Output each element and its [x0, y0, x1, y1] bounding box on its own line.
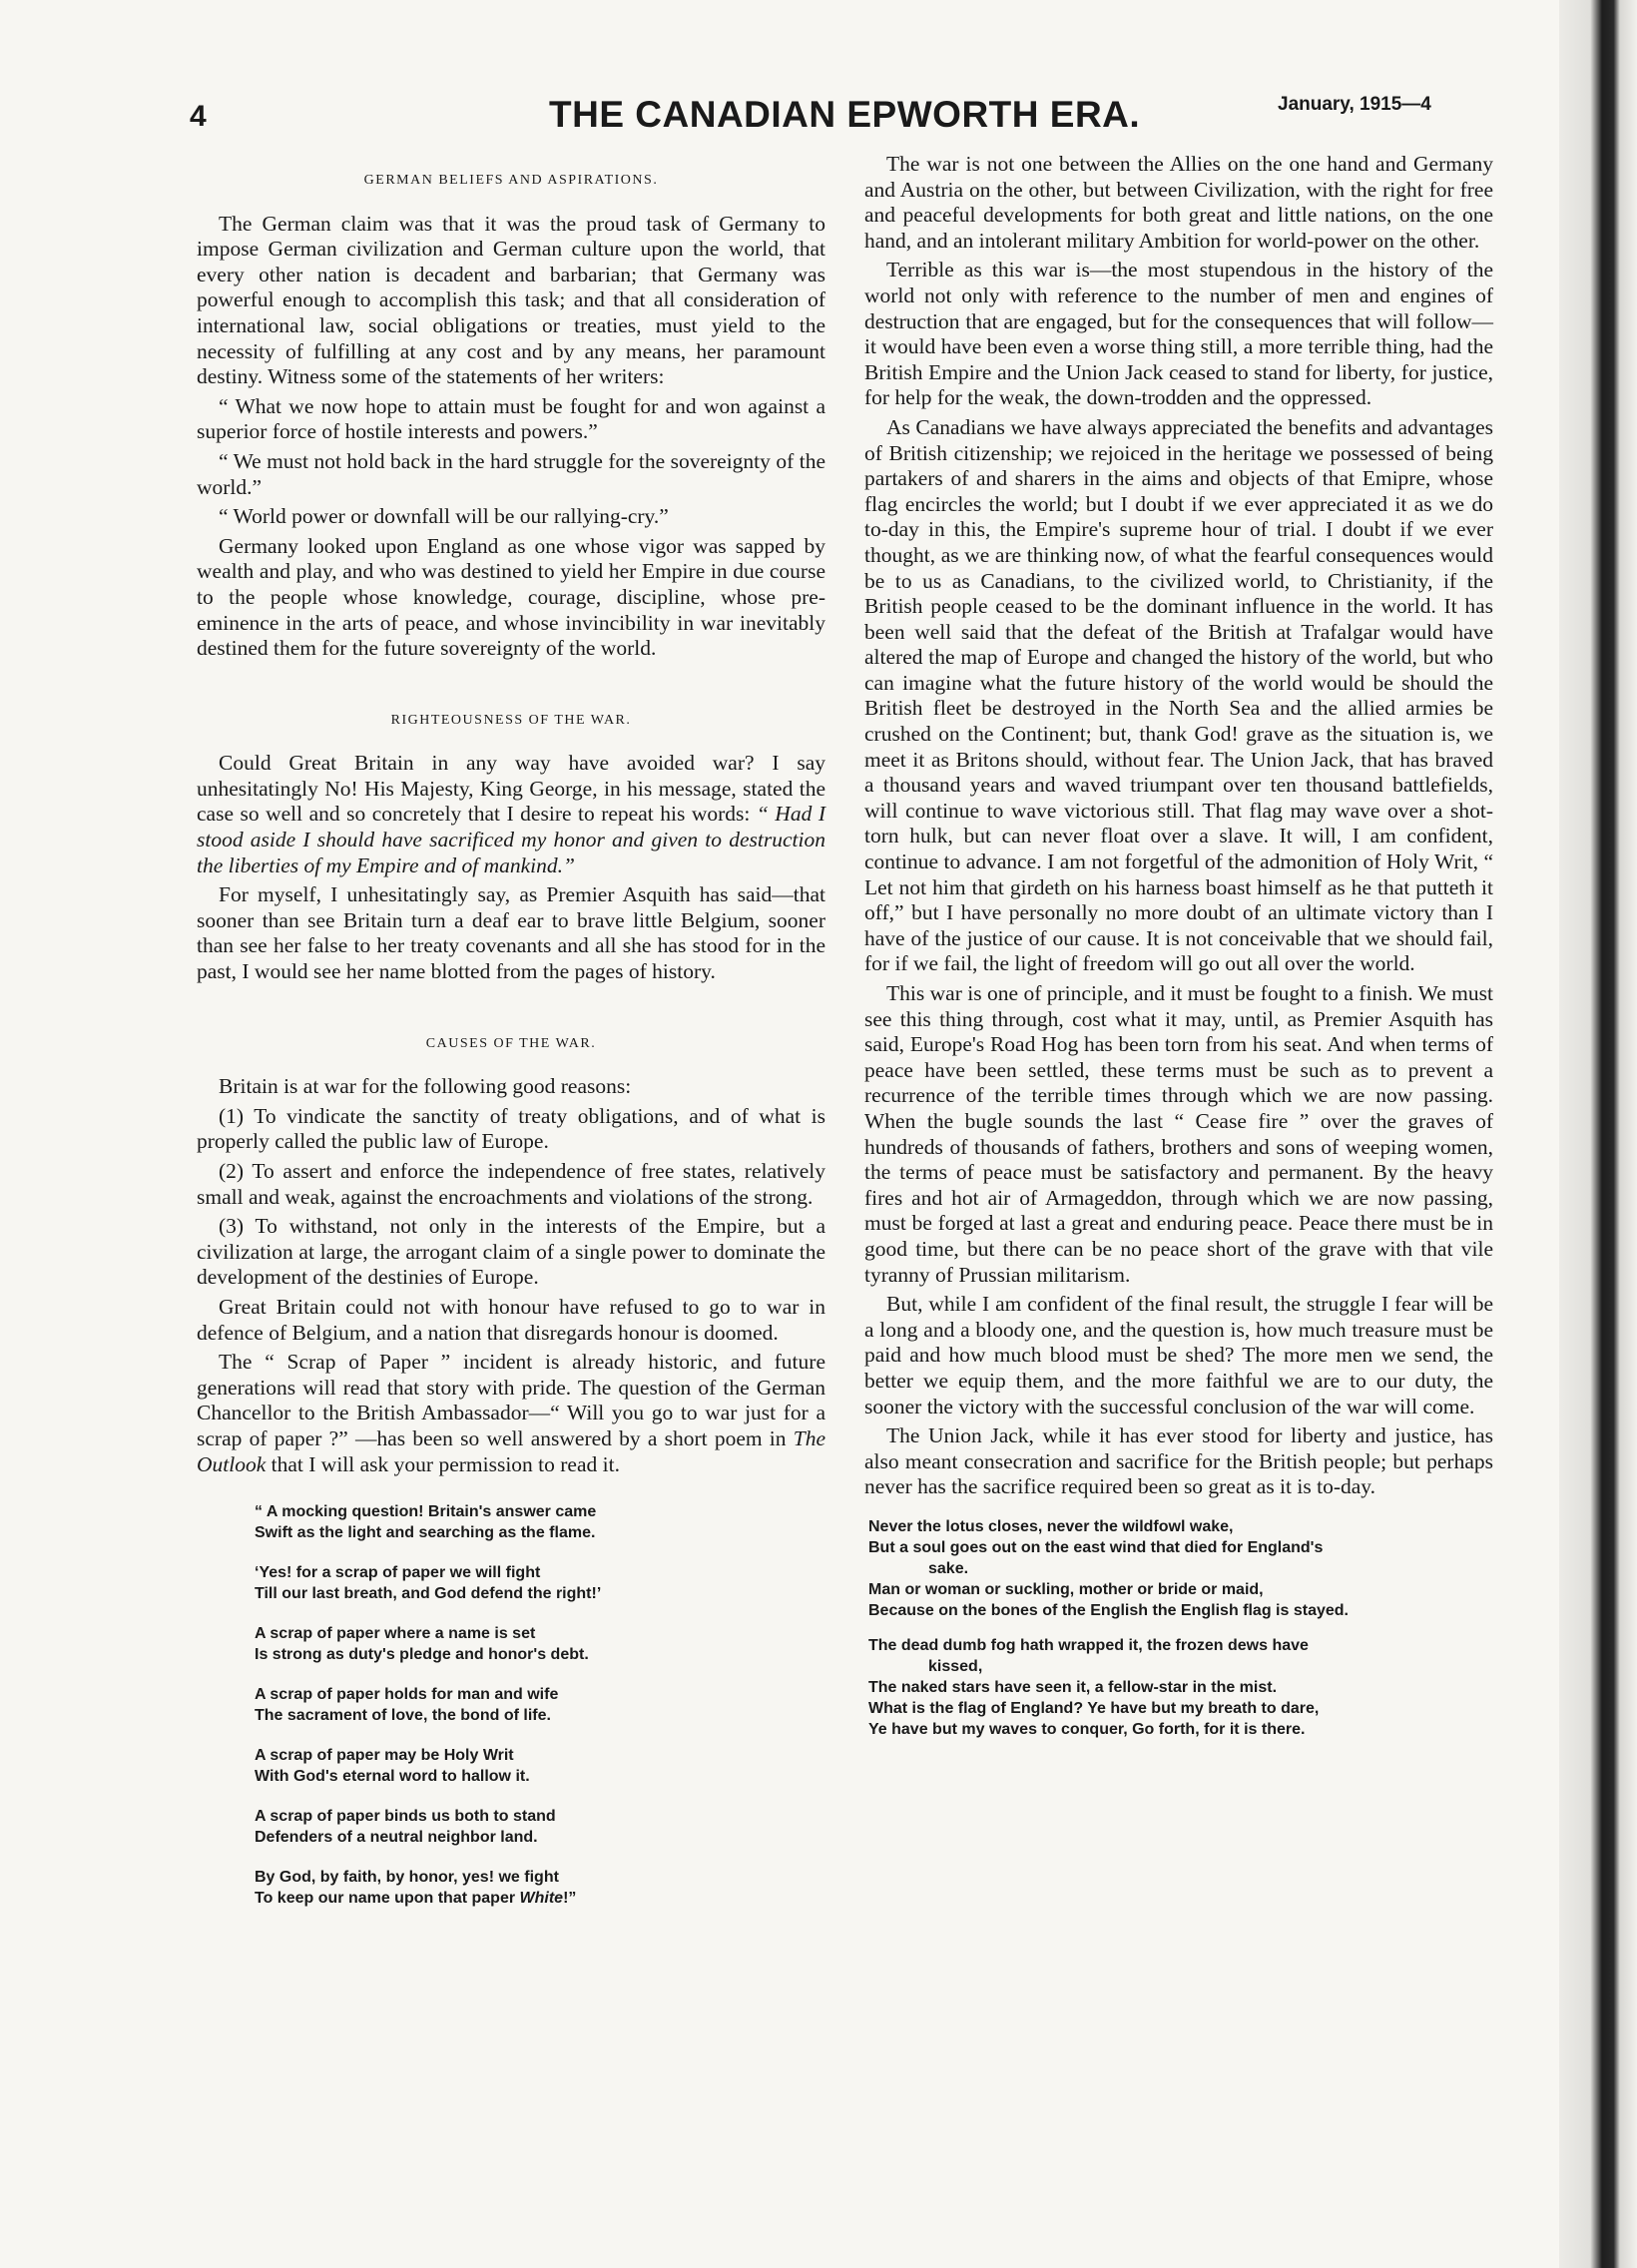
poem-stanza — [868, 1635, 1493, 1740]
issue-date: January, 1915—4 — [1278, 94, 1431, 115]
poem-stanza — [868, 1516, 1493, 1621]
section-heading: CAUSES OF THE WAR. — [425, 1035, 597, 1051]
poem-line: With God's eternal word to hallow it. — [255, 1768, 530, 1786]
paragraph — [197, 751, 825, 878]
poem-line: But a soul goes out on the east wind that died for England's — [868, 1538, 1324, 1556]
section-heading: GERMAN BELIEFS AND ASPIRATIONS. — [363, 173, 659, 188]
paragraph: Terrible as this war is—the most stupendous in the history of the world not only with reference to the number of men and engines of destruction that are engaged, but for the consequences that will follow—it would have been even a worse thing still, a more terrible thing, had the British Empire and the Union Jack ceased to stand for liberty, for justice, for help for the weak, the down-trodden and the oppressed. — [864, 258, 1493, 410]
poem-stanza — [255, 1623, 825, 1665]
paragraph: (3) To withstand, not only in the interests of the Empire, but a civilization at large, the arrogant claim of a single power to dominate the development of the destinies of Europe. — [197, 1214, 825, 1290]
poem-emphasis: White — [519, 1890, 564, 1908]
poem-line: Is strong as duty's pledge and honor's debt. — [255, 1646, 589, 1664]
paragraph: (2) To assert and enforce the independence of free states, relatively small and weak, against the encroachments and violations of the strong. — [197, 1159, 825, 1209]
poem-text: !” — [563, 1890, 577, 1908]
poem-stanza — [255, 1745, 825, 1787]
poem-line: The dead dumb fog hath wrapped it, the frozen dews have — [868, 1636, 1309, 1654]
poem-line: A scrap of paper where a name is set — [255, 1625, 536, 1643]
paragraph: Germany looked upon England as one whose vigor was sapped by wealth and play, and who was destined to yield her Empire in due course to the people whose knowledge, courage, discipline, whose pre-eminence in the arts of peace, and whose invincibility in war inevitably destined them for the future sovereignty of the world. — [197, 533, 825, 661]
paragraph: “ What we now hope to attain must be fought for and won against a superior force of hostile interests and powers.” — [197, 393, 825, 444]
closing-poem — [868, 1516, 1493, 1740]
paragraph: The war is not one between the Allies on the one hand and Germany and Austria on the other, but between Civilization, with the right for free and peaceful developments for both great and little nations, on the one hand, and an intolerant military Ambition for world-power on the other. — [864, 152, 1493, 253]
paragraph: This war is one of principle, and it must be fought to a finish. We must see this thing through, cost what it may, until, as Premier Asquith has said, Europe's Road Hog has been torn from his seat. And when terms of peace have been settled, these terms must be such as to prevent a recurrence of the terrible times through which we are now passing. When the bugle sounds the last “ Cease fire ” over the graves of hundreds of thousands of fathers, brothers and sons of weeping women, the terms of peace must be satisfactory and permanent. By the heavy fires and hot air of Armageddon, through which we are now passing, must be forged at last a great and enduring peace. Peace there must be in good time, but there can be no peace short of the grave with that vile tyranny of Prussian militarism. — [864, 981, 1493, 1287]
paragraph — [197, 1350, 825, 1477]
paragraph: The German claim was that it was the proud task of Germany to impose German civilization and German culture upon the world, that every other nation is decadent and barbarian; that Germany was powerful enough to accomplish this task; and that all consideration of international law, social obligations or treaties, must yield to the necessity of fulfilling at any cost and by any means, her paramount destiny. Witness some of the statements of her writers: — [197, 211, 825, 389]
poem-line: “ A mocking question! Britain's answer came — [255, 1503, 597, 1521]
poem-stanza — [255, 1867, 825, 1909]
page-header — [190, 94, 1467, 134]
page-number: 4 — [190, 100, 207, 133]
poem-line: By God, by faith, by honor, yes! we fight — [255, 1869, 559, 1887]
poem-line: Till our last breath, and God defend the right!’ — [255, 1585, 602, 1603]
paragraph-text: The “ Scrap of Paper ” incident is already historic, and future generations will read that story with pride. The question of the German Chancellor to the British Ambassador—“ Will you go to war just for a scrap of paper ?” —has been so well answered by a short poem in — [197, 1350, 825, 1450]
poem — [255, 1501, 825, 1909]
poem-line: The naked stars have seen it, a fellow-star in the mist. — [868, 1678, 1278, 1696]
poem-line: What is the flag of England? Ye have but my breath to dare, — [868, 1699, 1320, 1717]
poem-line: Swift as the light and searching as the flame. — [255, 1524, 596, 1542]
page-binding-edge — [1559, 0, 1637, 2268]
paragraph: “ We must not hold back in the hard struggle for the sovereignty of the world.” — [197, 448, 825, 499]
paragraph: For myself, I unhesitatingly say, as Premier Asquith has said—that sooner than see Britain turn a deaf ear to brave little Belgium, sooner than see her false to her treaty covenants and all she has stood for in the past, I would see her name blotted from the pages of history. — [197, 882, 825, 984]
poem-line: Because on the bones of the English the English flag is stayed. — [868, 1601, 1349, 1619]
poem-line — [255, 1888, 825, 1909]
publication-title: The Outlook — [197, 1425, 825, 1476]
poem-line: The sacrament of love, the bond of life. — [255, 1707, 551, 1725]
poem-line: Never the lotus closes, never the wildfowl wake, — [868, 1517, 1234, 1535]
paragraph-text: that I will ask your permission to read it. — [266, 1451, 620, 1476]
masthead-title: THE CANADIAN EPWORTH ERA. — [549, 94, 1141, 135]
paragraph: As Canadians we have always appreciated the benefits and advantages of British citizenship; we rejoiced in the heritage we possessed of being partakers of and sharers in the aims and objects of that Emipre, whose flag encircles the world; but I doubt if we ever appreciated it as we do to-day in this, the Empire's supreme hour of trial. I doubt if we ever thought, as we are thinking now, of what the fearful consequences would be to us as Canadians, to the civilized world, to Christianity, if the British people ceased to be the dominant influence in the world. It has been well said that the defeat of the British at Trafalgar would have altered the map of Europe and changed the history of the world, but who can imagine what the future history of the world would be should the British fleet be destroyed in the North Sea and the allied armies be crushed on the Continent; but, thank God! grave as the situation is, we meet it as Britons should, without fear. The Union Jack, that has braved a thousand years and waved triumpant over ten thousand battlefields, will continue to wave victorious still. That flag may wave over a shot-torn hulk, but can never float over a slave. It will, I am confident, continue to advance. I am not forgetful of the admonition of Holy Writ, “ Let not him that girdeth on his harness boast himself as he that putteth it off,” but I have personally no more doubt of an ultimate victory than I have of the justice of our cause. It is not conceivable that we should fail, for if we fail, the light of freedom will go out all over the world. — [864, 414, 1493, 976]
section-heading: RIGHTEOUSNESS OF THE WAR. — [390, 712, 632, 728]
left-column — [197, 160, 825, 1928]
quotation: “ Had I stood aside I should have sacrificed my honor and given to destruction the liberties of my Empire and of mankind.” — [197, 802, 825, 877]
poem-stanza — [255, 1806, 825, 1848]
poem-stanza — [255, 1562, 825, 1604]
poem-line: A scrap of paper holds for man and wife — [255, 1686, 559, 1704]
paragraph: “ World power or downfall will be our rallying-cry.” — [219, 504, 669, 529]
poem-line: A scrap of paper binds us both to stand — [255, 1808, 556, 1826]
poem-line: sake. — [928, 1559, 969, 1577]
poem-text: To keep our name upon that paper — [255, 1890, 520, 1908]
poem-line: kissed, — [928, 1657, 983, 1675]
paragraph: (1) To vindicate the sanctity of treaty obligations, and of what is properly called the public law of Europe. — [197, 1103, 825, 1154]
paragraph: But, while I am confident of the final result, the struggle I fear will be a long and a bloody one, and the question is, how much treasure must be paid and how much blood must be shed? The more men we send, the better we equip them, and the more faithful we are to our duty, the sooner the victory with the successful conclusion of the war will come. — [864, 1292, 1493, 1418]
poem-stanza — [255, 1684, 825, 1726]
right-column — [864, 152, 1493, 1754]
poem-line: Defenders of a neutral neighbor land. — [255, 1829, 538, 1847]
poem-line: A scrap of paper may be Holy Writ — [255, 1747, 514, 1765]
poem-stanza — [255, 1501, 825, 1543]
paragraph: The Union Jack, while it has ever stood for liberty and justice, has also meant consecration and sacrifice for the British people; but perhaps never has the sacrifice required been so great as it is to-day. — [864, 1423, 1493, 1499]
poem-line: Ye have but my waves to conquer, Go forth, for it is there. — [868, 1720, 1306, 1738]
paragraph-text: Could Great Britain in any way have avoided war? I say unhesitatingly No! His Majesty, King George, in his message, stated the case so well and so concretely that I desire to repeat his words: — [197, 751, 825, 827]
paragraph: Great Britain could not with honour have refused to go to war in defence of Belgium, and a nation that disregards honour is doomed. — [197, 1294, 825, 1345]
poem-line: ‘Yes! for a scrap of paper we will fight — [255, 1564, 541, 1582]
poem-line: Man or woman or suckling, mother or bride or maid, — [868, 1580, 1264, 1598]
paragraph: Britain is at war for the following good reasons: — [219, 1074, 632, 1099]
